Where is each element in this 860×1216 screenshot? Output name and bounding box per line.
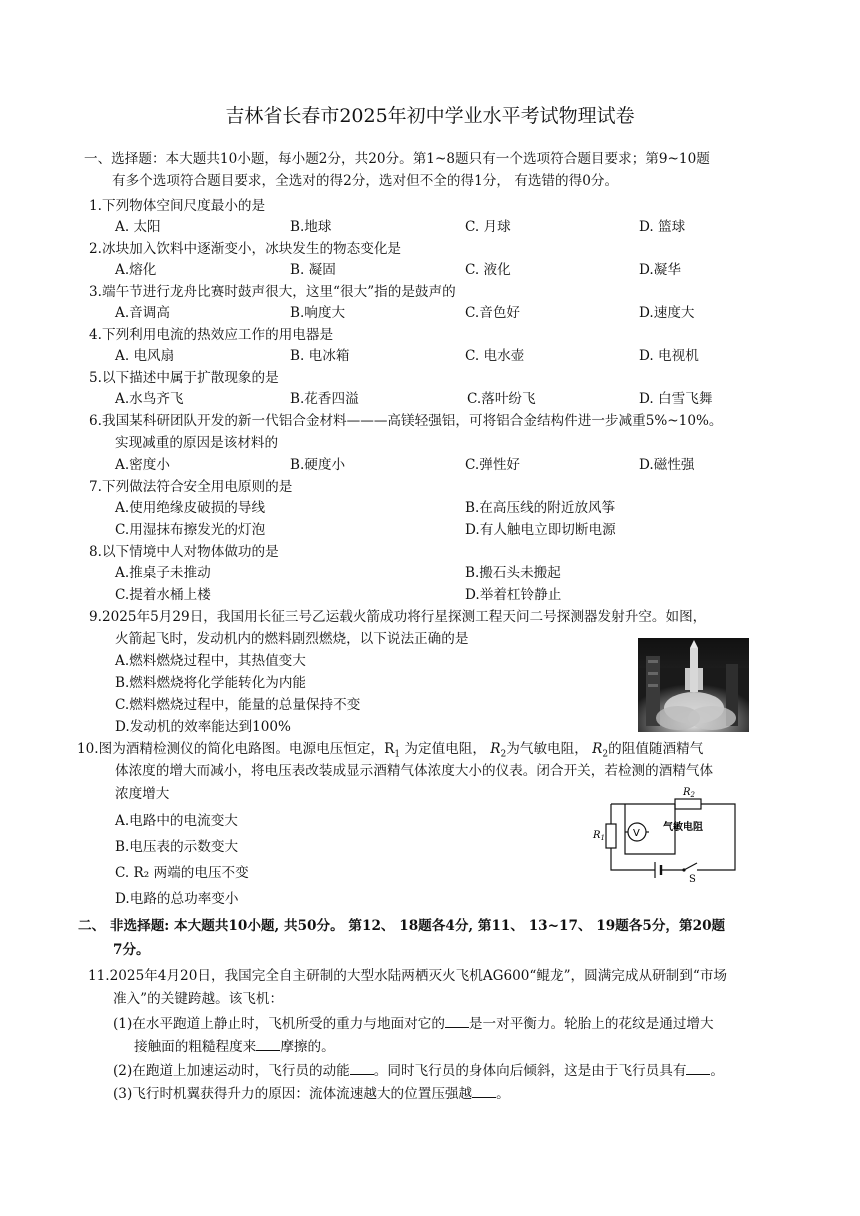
q10-option-d: D.电路的总功率变小 [115, 891, 239, 907]
q1-option-b: B.地球 [290, 219, 332, 235]
q7-option-a: A.使用绝缘皮破损的导线 [115, 500, 266, 516]
rocket-launch-photo [638, 638, 749, 732]
q10-text-c: 为气敏电阻， [506, 741, 593, 757]
question-6-stem-line2: 实现减重的原因是该材料的 [115, 435, 279, 451]
question-10-stem-line3: 浓度增大 [115, 786, 170, 802]
question-2-stem: 2.冰块加入饮料中逐渐变小，冰块发生的物态变化是 [89, 241, 402, 257]
alcohol-detector-circuit [585, 780, 745, 884]
q11-p1-text-b: 是一对平衡力。轮胎上的花纹是通过增大 [468, 1016, 714, 1032]
q3-option-a: A.音调高 [115, 305, 170, 321]
answer-blank[interactable] [445, 1014, 469, 1028]
q1-option-d: D. 篮球 [639, 219, 686, 235]
voltmeter-label: V [633, 828, 640, 839]
q11-part-3 [113, 1084, 510, 1103]
q10-option-b: B.电压表的示数变大 [115, 839, 239, 855]
q11-p1-text-a: (1)在水平跑道上静止时，飞机所受的重力与地面对它的 [113, 1016, 445, 1032]
q3-option-d: D.速度大 [639, 305, 695, 321]
q6-option-c: C.弹性好 [465, 457, 521, 473]
question-6-stem: 6.我国某科研团队开发的新一代铝合金材料———高镁轻强铝，可将铝合金结构件进一步减重5%~10%。 [89, 413, 723, 429]
q11-part-1-line2 [134, 1037, 335, 1056]
q10-sub-r2-a: 2 [500, 749, 507, 760]
q11-p1-text-d: 摩擦的。 [280, 1039, 335, 1055]
question-5-stem: 5.以下描述中属于扩散现象的是 [89, 370, 279, 386]
q10-text-a: 10.图为酒精检测仪的简化电路图。电源电压恒定，R [77, 741, 395, 757]
q9-option-c: C.燃料燃烧过程中，能量的总量保持不变 [115, 697, 361, 713]
q2-option-d: D.凝华 [639, 262, 681, 278]
r1-label: $R_1$ [593, 830, 605, 842]
r2-label: $R_2$ [683, 787, 695, 799]
q5-option-d: D. 白雪飞舞 [639, 391, 713, 407]
q10-text-d: 的阻值随酒精气 [608, 741, 704, 757]
question-9-stem: 9.2025年5月29日，我国用长征三号乙运载火箭成功将行星探测工程天问二号探测器发射升空。如图， [89, 609, 707, 625]
q1-option-a: A. 太阳 [115, 219, 161, 235]
q11-part-1 [113, 1014, 714, 1033]
question-9-stem-line2: 火箭起飞时，发动机内的燃料剧烈燃烧，以下说法正确的是 [115, 631, 469, 647]
page-title: 吉林省长春市2025年初中学业水平考试物理试卷 [225, 105, 635, 127]
question-7-stem: 7.下列做法符合安全用电原则的是 [89, 479, 293, 495]
q11-p3-text-b: 。 [496, 1086, 510, 1102]
q6-option-d: D.磁性强 [639, 457, 695, 473]
question-10-stem-line2: 体浓度的增大而减小，将电压表改装成显示酒精气体浓度大小的仪表。闭合开关，若检测的酒精气体 [115, 763, 714, 779]
q7-option-d: D.有人触电立即切断电源 [465, 522, 616, 538]
q6-option-a: A.密度小 [115, 457, 170, 473]
q8-option-c: C.提着水桶上楼 [115, 587, 211, 603]
q11-p3-text-a: (3)飞行时机翼获得升力的原因：流体流速越大的位置压强越 [113, 1086, 473, 1102]
circuit-diagram [585, 780, 745, 884]
q1-option-c: C. 月球 [465, 219, 511, 235]
question-11-stem-line2: 准入”的关键跨越。该飞机： [113, 991, 284, 1007]
question-3-stem: 3.端午节进行龙舟比赛时鼓声很大，这里“很大”指的是鼓声的 [89, 284, 456, 300]
q8-option-b: B.搬石头未搬起 [465, 565, 561, 581]
q10-sub-r1: 1 [394, 749, 401, 760]
q11-part-2 [113, 1061, 724, 1080]
q5-option-b: B.花香四溢 [290, 391, 359, 407]
section-1-header: 一、选择题：本大题共10小题，每小题2分，共20分。第1~8题只有一个选项符合题目要求；第9~10题 [84, 151, 710, 167]
q10-option-a: A.电路中的电流变大 [115, 813, 238, 829]
question-4-stem: 4.下列利用电流的热效应工作的用电器是 [89, 327, 334, 343]
r2-resistor [675, 799, 701, 809]
q2-option-b: B. 凝固 [290, 262, 336, 278]
q11-p1-text-c: 接触面的粗糙程度来 [134, 1039, 257, 1055]
section-1-header-line2: 有多个选项符合题目要求，全选对的得2分，选对但不全的得1分， 有选错的得0分。 [112, 173, 619, 189]
q6-option-b: B.硬度小 [290, 457, 346, 473]
q7-option-c: C.用湿抹布擦发光的灯泡 [115, 522, 266, 538]
q9-option-d: D.发动机的效率能达到100% [115, 719, 291, 735]
q2-option-c: C. 液化 [465, 262, 511, 278]
q8-option-a: A.推桌子未推动 [115, 565, 211, 581]
q10-r2-b: R [592, 741, 603, 757]
section-2-header: 二、 非选择题: 本大题共10小题, 共50分。 第12、 18题各4分, 第11、 13~17、 19题各5分，第20题 [78, 918, 726, 934]
answer-blank[interactable] [472, 1084, 496, 1098]
q3-option-b: B.响度大 [290, 305, 346, 321]
q5-option-c: C.落叶纷飞 [467, 391, 536, 407]
q10-option-c: C. R₂ 两端的电压不变 [115, 865, 249, 881]
rocket-launch-image [638, 638, 749, 732]
q4-option-b: B. 电冰箱 [290, 348, 350, 364]
q4-option-c: C. 电水壶 [465, 348, 525, 364]
q2-option-a: A.熔化 [115, 262, 157, 278]
q5-option-a: A.水鸟齐飞 [115, 391, 184, 407]
switch-label: S [689, 874, 696, 885]
question-1-stem: 1.下列物体空间尺度最小的是 [89, 198, 266, 214]
q4-option-d: D. 电视机 [639, 348, 699, 364]
q10-sub-r2-b: 2 [602, 749, 609, 760]
q9-option-a: A.燃料燃烧过程中，其热值变大 [115, 653, 306, 669]
gas-sensor-label: 气敏电阻 [663, 822, 703, 833]
section-2-header-line2: 7分。 [113, 942, 150, 958]
answer-blank[interactable] [686, 1061, 710, 1075]
question-8-stem: 8.以下情境中人对物体做功的是 [89, 544, 279, 560]
q4-option-a: A. 电风扇 [115, 348, 175, 364]
q10-r2-a: R [490, 741, 501, 757]
q11-p2-text-a: (2)在跑道上加速运动时，飞行员的动能 [113, 1063, 350, 1079]
q9-option-b: B.燃料燃烧将化学能转化为内能 [115, 675, 307, 691]
q3-option-c: C.音色好 [465, 305, 521, 321]
answer-blank[interactable] [350, 1061, 374, 1075]
q7-option-b: B.在高压线的附近放风筝 [465, 500, 616, 516]
q10-text-b: 为定值电阻， [400, 741, 491, 757]
q8-option-d: D.举着杠铃静止 [465, 587, 562, 603]
question-10-stem [77, 740, 703, 764]
r1-resistor [606, 824, 616, 848]
q11-p2-text-c: 。 [710, 1063, 725, 1079]
q11-p2-text-b: 。同时飞行员的身体向后倾斜，这是由于飞行员具有 [373, 1063, 687, 1079]
question-11-stem: 11.2025年4月20日，我国完全自主研制的大型水陆两栖灭火飞机AG600“鲲龙”，圆满完成从研制到“市场 [88, 968, 728, 984]
answer-blank[interactable] [256, 1037, 280, 1051]
